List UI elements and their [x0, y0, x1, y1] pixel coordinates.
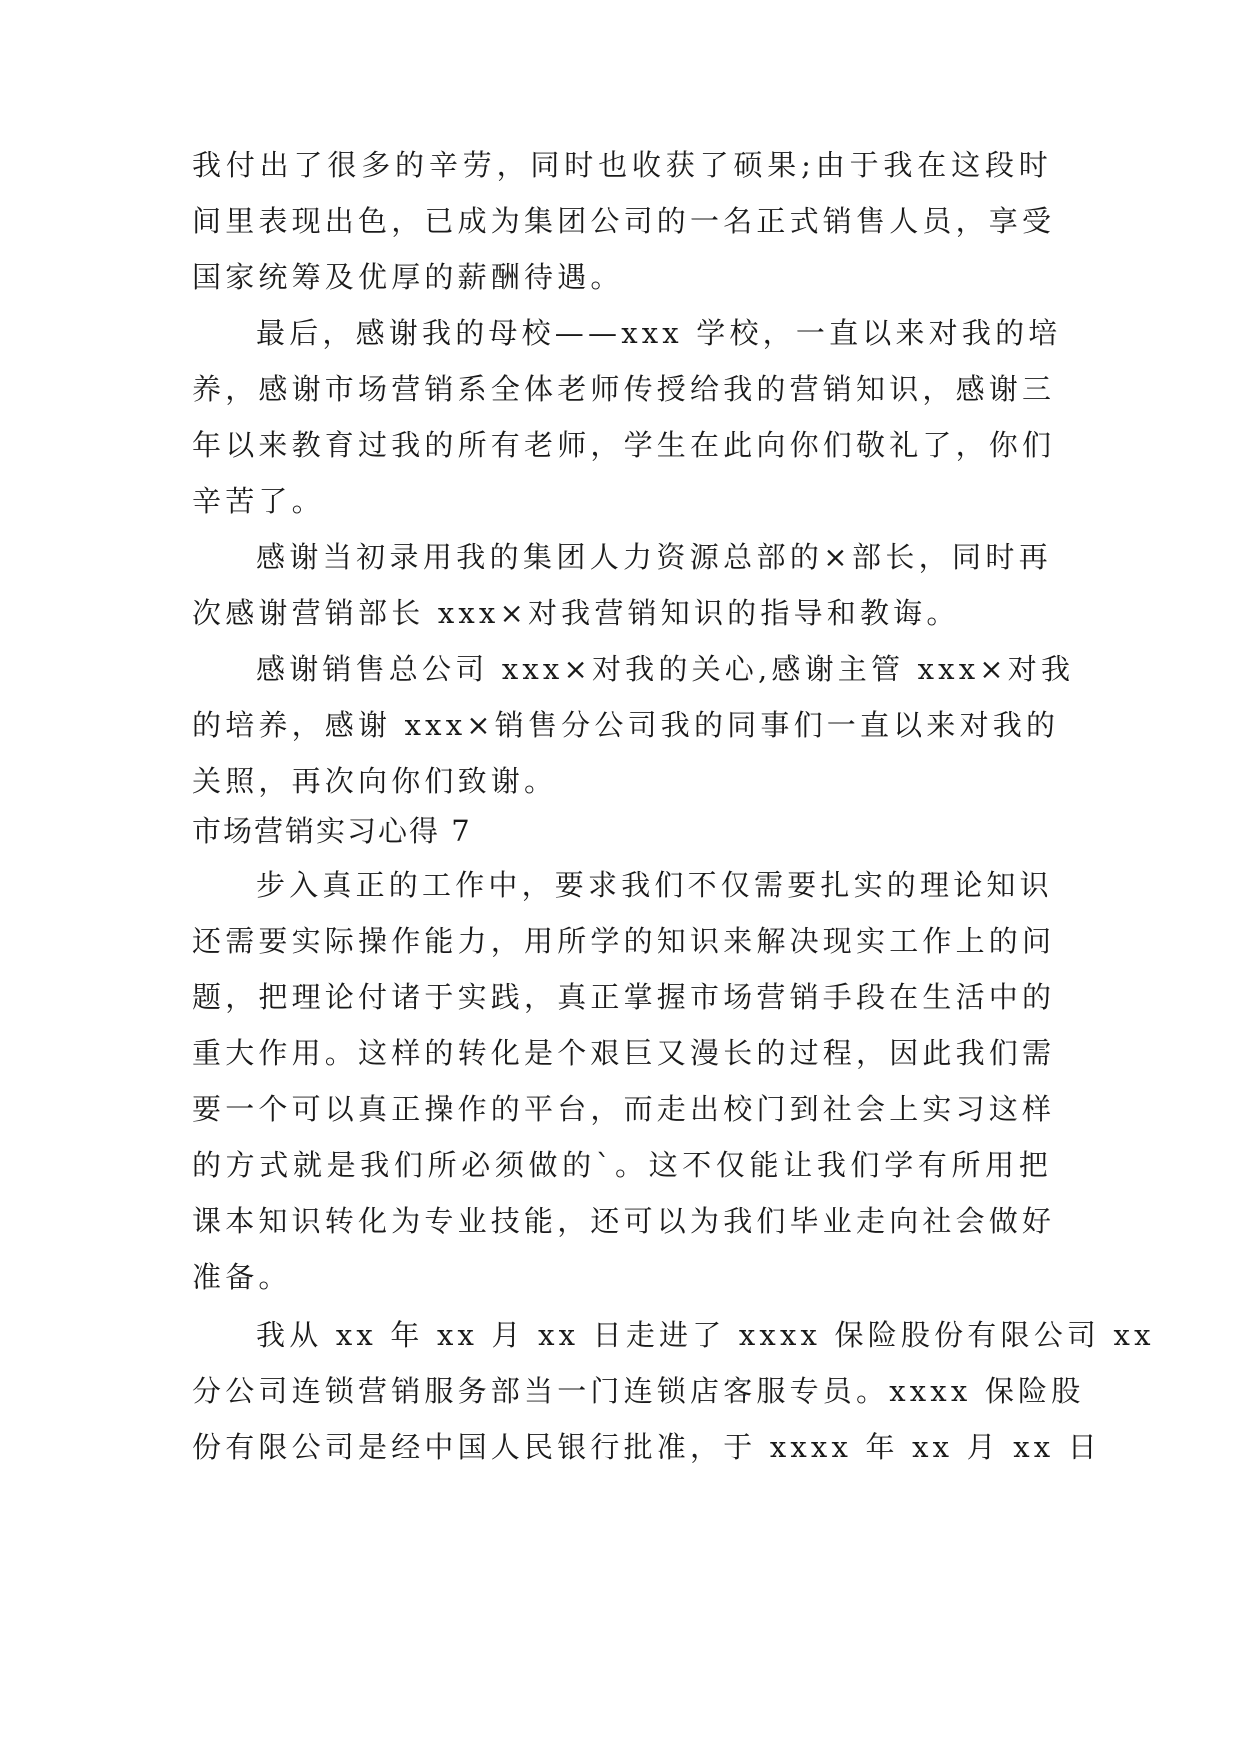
paragraph-line: 国家统筹及优厚的薪酬待遇。: [192, 260, 624, 294]
paragraph-line: 感谢销售总公司 xxx×对我的关心,感谢主管 xxx×对我: [256, 652, 1075, 686]
section-heading: 市场营销实习心得 7: [192, 814, 472, 848]
paragraph-line: 辛苦了。: [192, 484, 325, 518]
paragraph-line: 间里表现出色，已成为集团公司的一名正式销售人员，享受: [192, 204, 1056, 238]
paragraph-line: 准备。: [192, 1260, 292, 1294]
paragraph-line: 课本知识转化为专业技能，还可以为我们毕业走向社会做好: [192, 1204, 1056, 1238]
paragraph-line: 我付出了很多的辛劳，同时也收获了硕果;由于我在这段时: [192, 148, 1052, 182]
paragraph-line: 感谢当初录用我的集团人力资源总部的×部长，同时再: [256, 540, 1052, 574]
paragraph-line: 关照，再次向你们致谢。: [192, 764, 558, 798]
paragraph-line: 步入真正的工作中，要求我们不仅需要扎实的理论知识: [256, 868, 1053, 902]
paragraph-line: 的培养，感谢 xxx×销售分公司我的同事们一直以来对我的: [192, 708, 1060, 742]
paragraph-line: 养，感谢市场营销系全体老师传授给我的营销知识，感谢三: [192, 372, 1056, 406]
paragraph-line: 份有限公司是经中国人民银行批准，于 xxxx 年 xx 月 xx 日: [192, 1430, 1101, 1464]
paragraph-line: 最后，感谢我的母校——xxx 学校，一直以来对我的培: [256, 316, 1062, 350]
paragraph-line: 题，把理论付诸于实践，真正掌握市场营销手段在生活中的: [192, 980, 1056, 1014]
paragraph-line: 还需要实际操作能力，用所学的知识来解决现实工作上的问: [192, 924, 1056, 958]
paragraph-line: 的方式就是我们所必须做的`。这不仅能让我们学有所用把: [192, 1148, 1052, 1182]
paragraph-line: 要一个可以真正操作的平台，而走出校门到社会上实习这样: [192, 1092, 1056, 1126]
paragraph-line: 年以来教育过我的所有老师，学生在此向你们敬礼了，你们: [192, 428, 1056, 462]
paragraph-line: 次感谢营销部长 xxx×对我营销知识的指导和教诲。: [192, 596, 960, 630]
paragraph-line: 分公司连锁营销服务部当一门连锁店客服专员。xxxx 保险股: [192, 1374, 1085, 1408]
paragraph-line: 重大作用。这样的转化是个艰巨又漫长的过程，因此我们需: [192, 1036, 1056, 1070]
paragraph-line: 我从 xx 年 xx 月 xx 日走进了 xxxx 保险股份有限公司 xx: [256, 1318, 1155, 1352]
